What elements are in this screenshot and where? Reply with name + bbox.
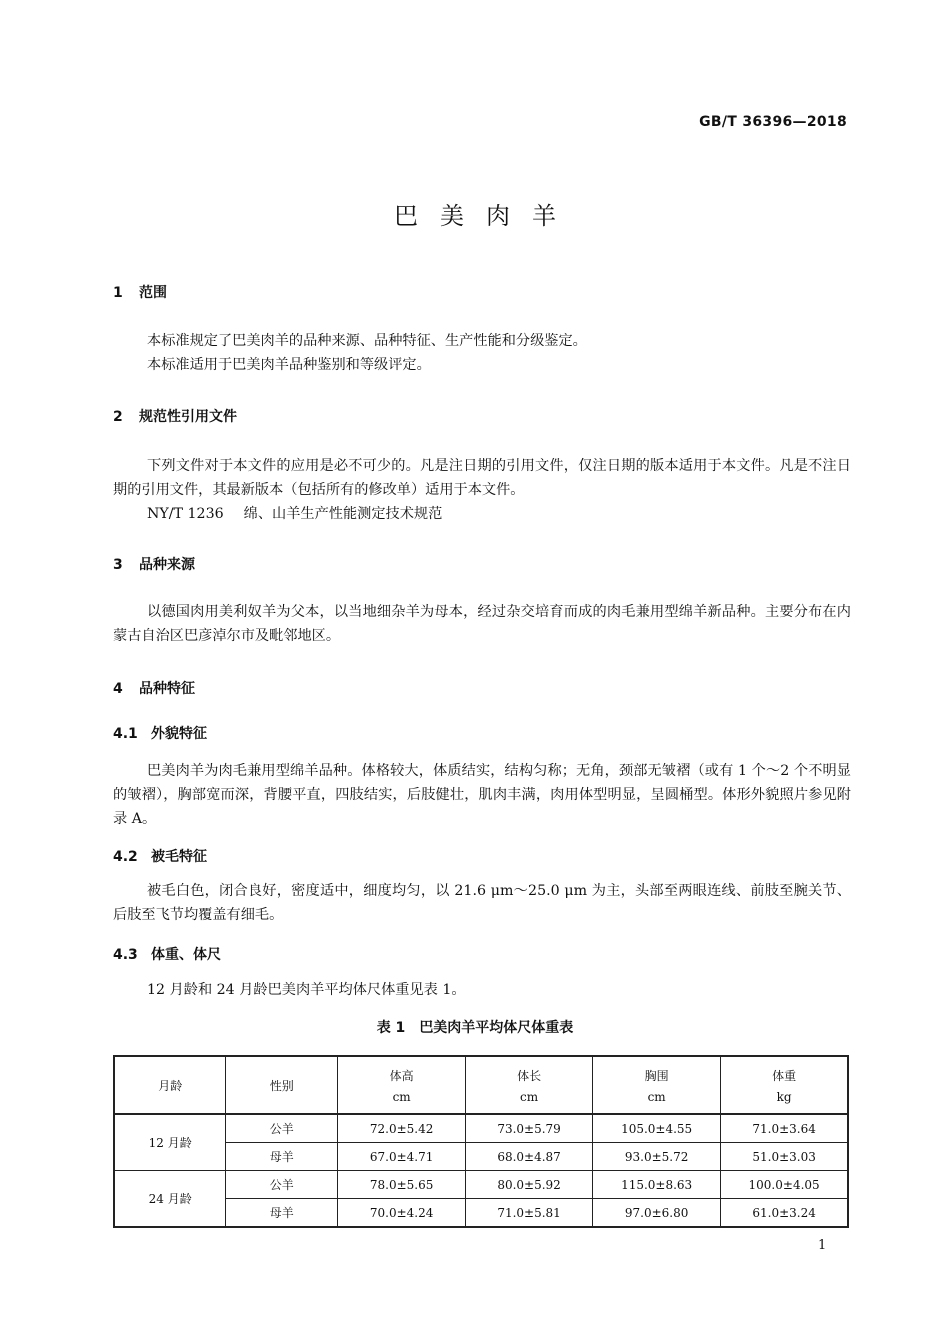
section-3-heading xyxy=(113,554,195,574)
header-unit: cm xyxy=(520,1089,539,1104)
section-4-heading xyxy=(113,678,195,698)
length-cell: 68.0±4.87 xyxy=(466,1143,593,1171)
standard-code: GB/T 36396—2018 xyxy=(699,114,847,130)
section-1-heading xyxy=(113,282,167,302)
paragraph: 以德国肉用美利奴羊为父本，以当地细杂羊为母本，经过杂交培育而成的肉毛兼用型绵羊新品种。主要分布在内蒙古自治区巴彦淖尔市及毗邻地区。 xyxy=(113,604,851,644)
section-number: 4 xyxy=(113,681,123,697)
height-cell: 72.0±5.42 xyxy=(338,1114,466,1143)
header-label: 体重 xyxy=(772,1068,797,1083)
header-age: 月龄 xyxy=(114,1056,226,1114)
age-cell: 12 月龄 xyxy=(114,1114,226,1171)
length-cell: 80.0±5.92 xyxy=(466,1171,593,1199)
weight-cell: 71.0±3.64 xyxy=(721,1114,848,1143)
header-weight xyxy=(721,1056,848,1114)
chest-cell: 97.0±6.80 xyxy=(593,1199,721,1228)
paragraph: 12 月龄和 24 月龄巴美肉羊平均体尺体重见表 1。 xyxy=(147,982,466,998)
section-1-body xyxy=(113,329,851,377)
paragraph: 下列文件对于本文件的应用是必不可少的。凡是注日期的引用文件，仅注日期的版本适用于本文件。凡是不注日期的引用文件，其最新版本（包括所有的修改单）适用于本文件。 xyxy=(113,458,851,498)
header-unit: cm xyxy=(392,1089,411,1104)
weight-cell: 100.0±4.05 xyxy=(721,1171,848,1199)
table-title: 巴美肉羊平均体尺体重表 xyxy=(419,1020,574,1036)
paragraph: 本标准适用于巴美肉羊品种鉴别和等级评定。 xyxy=(147,357,431,373)
section-number: 2 xyxy=(113,409,123,425)
section-title: 体重、体尺 xyxy=(151,947,221,963)
body-measurement-table xyxy=(113,1055,849,1228)
section-2-heading xyxy=(113,406,237,426)
section-title: 品种特征 xyxy=(139,681,195,697)
length-cell: 73.0±5.79 xyxy=(466,1114,593,1143)
chest-cell: 115.0±8.63 xyxy=(593,1171,721,1199)
age-cell: 24 月龄 xyxy=(114,1171,226,1228)
header-unit: cm xyxy=(647,1089,666,1104)
normative-reference xyxy=(113,502,851,526)
header-unit: kg xyxy=(776,1089,792,1104)
table-row xyxy=(114,1171,848,1199)
sex-cell: 母羊 xyxy=(226,1199,338,1228)
reference-title: 绵、山羊生产性能测定技术规范 xyxy=(243,506,443,522)
table-number: 表 1 xyxy=(376,1020,406,1036)
section-4-3-body xyxy=(113,978,851,1002)
header-sex: 性别 xyxy=(226,1056,338,1114)
section-4-1-body xyxy=(113,759,851,831)
reference-code: NY/T 1236 xyxy=(147,506,224,522)
sex-cell: 母羊 xyxy=(226,1143,338,1171)
table-row xyxy=(114,1114,848,1143)
header-label: 体长 xyxy=(517,1068,542,1083)
sex-cell: 公羊 xyxy=(226,1114,338,1143)
sex-cell: 公羊 xyxy=(226,1171,338,1199)
section-title: 范围 xyxy=(139,285,167,301)
height-cell: 78.0±5.65 xyxy=(338,1171,466,1199)
header-length xyxy=(466,1056,593,1114)
section-number: 4.1 xyxy=(113,726,138,742)
section-title: 被毛特征 xyxy=(151,849,207,865)
section-number: 4.2 xyxy=(113,849,138,865)
weight-cell: 61.0±3.24 xyxy=(721,1199,848,1228)
section-number: 4.3 xyxy=(113,947,138,963)
paragraph: 巴美肉羊为肉毛兼用型绵羊品种。体格较大，体质结实，结构匀称；无角，颈部无皱褶（或有 1 个～2 个不明显的皱褶），胸部宽而深，背腰平直，四肢结实，后肢健壮，肌肉丰满，肉用体型明显，呈圆桶型。体形外貌照片参见附录 A。 xyxy=(113,763,851,827)
section-4-1-heading xyxy=(113,723,207,743)
paragraph: 本标准规定了巴美肉羊的品种来源、品种特征、生产性能和分级鉴定。 xyxy=(147,333,587,349)
height-cell: 70.0±4.24 xyxy=(338,1199,466,1228)
chest-cell: 93.0±5.72 xyxy=(593,1143,721,1171)
section-title: 品种来源 xyxy=(139,557,195,573)
section-title: 外貌特征 xyxy=(151,726,207,742)
table-caption xyxy=(0,1017,950,1037)
section-number: 3 xyxy=(113,557,123,573)
header-chest xyxy=(593,1056,721,1114)
page-number: 1 xyxy=(818,1238,827,1253)
table-header-row xyxy=(114,1056,848,1114)
section-4-2-heading xyxy=(113,846,207,866)
section-4-2-body xyxy=(113,879,851,927)
section-3-body xyxy=(113,600,851,648)
paragraph: 被毛白色，闭合良好，密度适中，细度均匀，以 21.6 μm～25.0 μm 为主，头部至两眼连线、前肢至腕关节、后肢至飞节均覆盖有细毛。 xyxy=(113,883,851,923)
section-title: 规范性引用文件 xyxy=(139,409,237,425)
section-2-body xyxy=(113,454,851,526)
section-number: 1 xyxy=(113,285,123,301)
section-4-3-heading xyxy=(113,944,221,964)
height-cell: 67.0±4.71 xyxy=(338,1143,466,1171)
header-label: 胸围 xyxy=(644,1068,669,1083)
document-title: 巴美肉羊 xyxy=(394,202,578,230)
weight-cell: 51.0±3.03 xyxy=(721,1143,848,1171)
chest-cell: 105.0±4.55 xyxy=(593,1114,721,1143)
header-label: 体高 xyxy=(389,1068,414,1083)
length-cell: 71.0±5.81 xyxy=(466,1199,593,1228)
header-height xyxy=(338,1056,466,1114)
